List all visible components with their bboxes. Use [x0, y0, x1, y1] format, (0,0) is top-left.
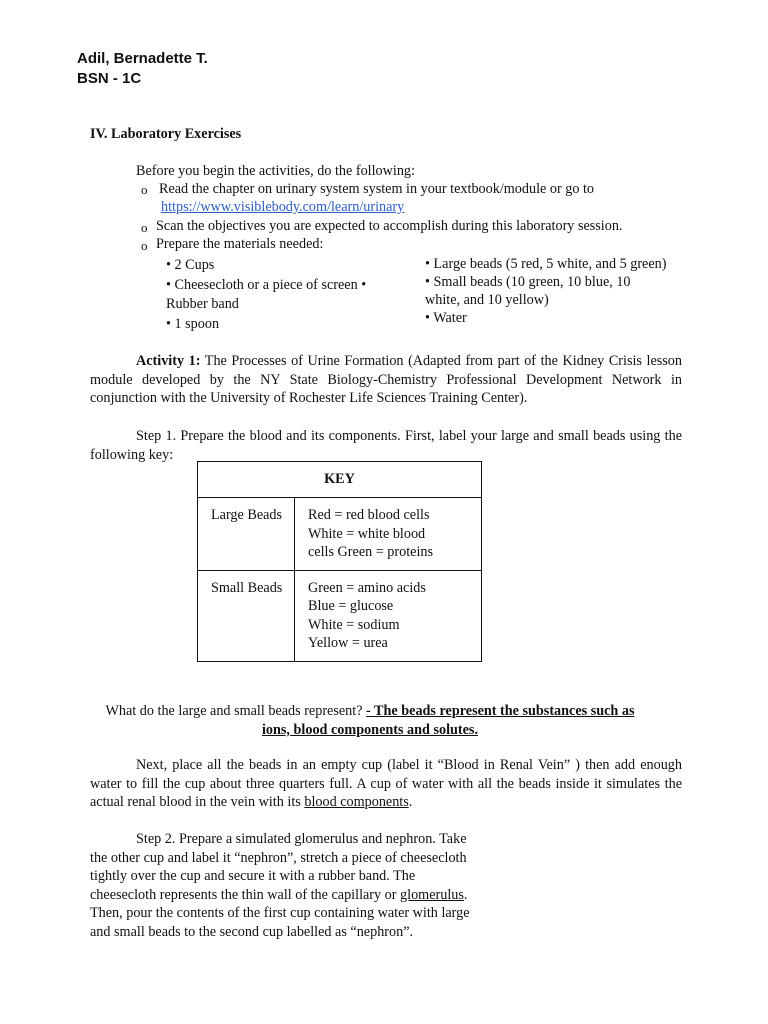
bullet-o-icon: o: [141, 182, 148, 197]
activity-paragraph: [90, 352, 682, 408]
task-prepare: Prepare the materials needed:: [156, 236, 324, 252]
material-item: Rubber band: [166, 296, 239, 312]
activity-text: The Processes of Urine Formation (Adapted from part of the Kidney Crisis lesson module developed by the NY State Biology-Chemistry Professional Development Network in conjunction with the University of Rochester Life Sciences Training Center).: [90, 353, 682, 406]
large-beads-values: [295, 498, 482, 571]
student-name: Adil, Bernadette T.: [77, 50, 208, 67]
key-table: [197, 461, 482, 662]
material-item: • Small beads (10 green, 10 blue, 10: [425, 274, 631, 290]
bullet-o-icon: o: [141, 220, 148, 235]
question-text: What do the large and small beads represent?: [105, 703, 363, 719]
next-text: Next, place all the beads in an empty cup (label it “Blood in Renal Vein” ) then add enough water to fill the cup about three quarters full. A cup of water with all the beads inside it simulates the actual renal blood in the vein with its: [90, 757, 682, 810]
question-block: [70, 702, 670, 739]
material-item: • Water: [425, 310, 467, 326]
materials-right: [425, 255, 666, 327]
answer-line-1: - The beads represent the substances such as: [366, 703, 635, 719]
step2-line4-end: .: [463, 886, 468, 903]
material-item: white, and 10 yellow): [425, 292, 549, 308]
step2-line: Then, pour the contents of the first cup containing water with large: [90, 905, 470, 921]
intro-text: Before you begin the activities, do the following:: [136, 163, 415, 179]
key-value: cells Green = proteins: [308, 544, 434, 560]
task-scan: Scan the objectives you are expected to accomplish during this laboratory session.: [156, 218, 623, 234]
next-end: .: [408, 794, 413, 810]
step1-paragraph: Step 1. Prepare the blood and its components. First, label your large and small beads using the following key:: [90, 428, 682, 463]
blood-components-term: blood components: [304, 794, 409, 810]
step2-line4-text: cheesecloth represents the thin wall of the capillary or: [90, 886, 397, 903]
step2-line: and small beads to the second cup labelled as “nephron”.: [90, 923, 414, 940]
large-beads-label: Large Beads: [198, 498, 295, 571]
student-header: [77, 49, 208, 89]
step2-line: tightly over the cup and secure it with a rubber band. The: [90, 868, 416, 884]
step2-line: Step 2. Prepare a simulated glomerulus and nephron. Take: [136, 831, 467, 847]
section-title: IV. Laboratory Exercises: [90, 126, 242, 142]
key-value: Yellow = urea: [308, 635, 388, 651]
materials-left: [166, 256, 366, 334]
step2-paragraph: [90, 830, 470, 941]
key-table-header: KEY: [198, 462, 482, 498]
urinary-link-wrap: [161, 198, 404, 217]
step2-line: [90, 886, 470, 905]
material-item: • 2 Cups: [166, 257, 215, 273]
key-value: Red = red blood cells: [308, 507, 430, 523]
material-item: • Cheesecloth or a piece of screen •: [166, 276, 367, 293]
step2-line: the other cup and label it “nephron”, stretch a piece of cheesecloth: [90, 849, 467, 866]
task-read: Read the chapter on urinary system system in your textbook/module or go to: [159, 181, 594, 197]
urinary-link[interactable]: https://www.visiblebody.com/learn/urinary: [161, 199, 405, 215]
answer-line-2: ions, blood components and solutes.: [261, 721, 479, 738]
question-line: [70, 702, 670, 721]
student-section: BSN - 1C: [77, 70, 142, 87]
small-beads-label: Small Beads: [198, 570, 295, 661]
answer-line-wrap: [70, 721, 670, 740]
next-paragraph: [90, 756, 682, 812]
key-value: White = sodium: [308, 616, 400, 633]
activity-label: Activity 1:: [136, 353, 201, 369]
key-value: Blue = glucose: [308, 598, 394, 614]
key-value: Green = amino acids: [308, 579, 426, 596]
key-value: White = white blood: [308, 525, 426, 542]
material-item: • Large beads (5 red, 5 white, and 5 green): [425, 256, 667, 272]
small-beads-values: [295, 570, 482, 661]
glomerulus-term: glomerulus: [400, 886, 464, 903]
bullet-o-icon: o: [141, 238, 148, 253]
material-item: • 1 spoon: [166, 315, 220, 332]
